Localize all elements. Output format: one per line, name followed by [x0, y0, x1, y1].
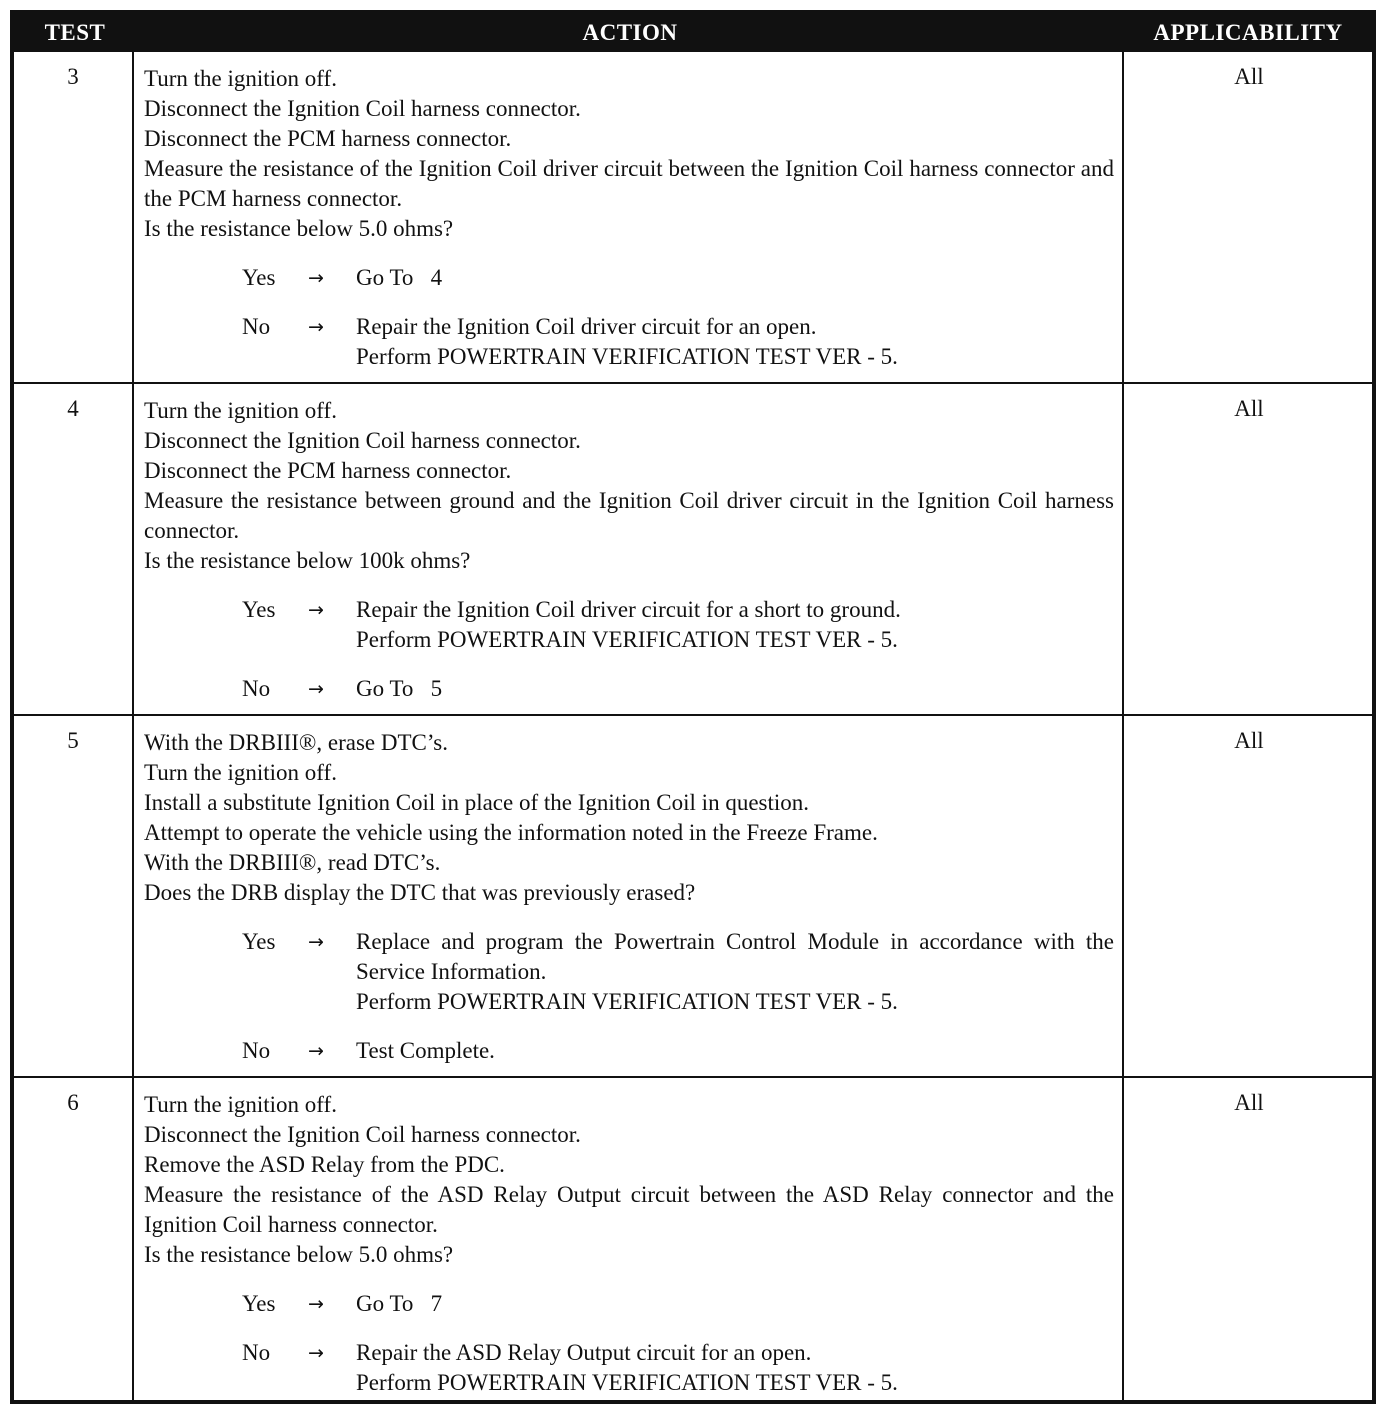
test-applicability: All	[1234, 396, 1264, 421]
result-line: Repair the Ignition Coil driver circuit for an open.	[356, 314, 817, 339]
answer-label: Yes	[242, 597, 276, 622]
test-row-6	[14, 1076, 1372, 1400]
answer-list	[144, 927, 1114, 1066]
answer-yes	[144, 595, 1114, 655]
step-list	[144, 728, 1114, 908]
test-action	[136, 384, 1124, 714]
step: Is the resistance below 5.0 ohms?	[144, 216, 454, 241]
step: Turn the ignition off.	[144, 66, 337, 91]
arrow-right-icon: →	[308, 1293, 324, 1315]
answer-label: Yes	[242, 1291, 276, 1316]
answer-label: Yes	[242, 929, 276, 954]
result-line: Go To 5	[356, 676, 443, 701]
result-line: Replace and program the Powertrain Control Module in accordance with the Service Information.	[356, 929, 1114, 984]
test-number: 5	[14, 716, 134, 1076]
answer-yes	[144, 263, 1114, 293]
answer-no	[144, 312, 1114, 372]
step: Does the DRB display the DTC that was previously erased?	[144, 880, 696, 905]
answer-yes	[144, 1289, 1114, 1319]
step: Is the resistance below 100k ohms?	[144, 548, 471, 573]
answer-label: No	[242, 1038, 271, 1063]
header-action: ACTION	[582, 20, 678, 45]
result-line: Repair the Ignition Coil driver circuit for a short to ground.	[356, 597, 901, 622]
arrow-right-icon: →	[308, 316, 324, 338]
step: Disconnect the PCM harness connector.	[144, 126, 512, 151]
step: With the DRBIII®, read DTC’s.	[144, 850, 441, 875]
step: Measure the resistance between ground and the Ignition Coil driver circuit in the Ignition Coil harness connector.	[144, 488, 1114, 543]
step: Turn the ignition off.	[144, 1092, 337, 1117]
test-row-5	[14, 714, 1372, 1076]
test-applicability: All	[1234, 1090, 1264, 1115]
arrow-right-icon: →	[308, 1040, 324, 1062]
test-number: 6	[14, 1078, 134, 1400]
answer-no	[144, 1036, 1114, 1066]
step: Measure the resistance of the Ignition Coil driver circuit between the Ignition Coil harness connector and the PCM harness connector.	[144, 156, 1114, 211]
test-row-4	[14, 382, 1372, 714]
test-action	[136, 716, 1124, 1076]
answer-label: No	[242, 676, 271, 701]
test-number: 4	[14, 384, 134, 714]
answer-result	[356, 1036, 1114, 1066]
answer-label: No	[242, 1340, 271, 1365]
answer-list	[144, 595, 1114, 704]
answer-no	[144, 674, 1114, 704]
step: Turn the ignition off.	[144, 398, 337, 423]
result-line: Test Complete.	[356, 1038, 495, 1063]
step-list	[144, 1090, 1114, 1270]
answer-label: Yes	[242, 265, 276, 290]
result-line: Perform POWERTRAIN VERIFICATION TEST VER - 5.	[356, 627, 898, 652]
arrow-right-icon: →	[308, 931, 324, 953]
step: Disconnect the Ignition Coil harness connector.	[144, 96, 581, 121]
step: Install a substitute Ignition Coil in place of the Ignition Coil in question.	[144, 790, 810, 815]
answer-no	[144, 1338, 1114, 1398]
answer-result	[356, 1338, 1114, 1398]
diagnostic-test-table	[10, 10, 1376, 1404]
answer-result	[356, 927, 1114, 1017]
result-line: Perform POWERTRAIN VERIFICATION TEST VER - 5.	[356, 1370, 898, 1395]
step-list	[144, 64, 1114, 244]
step: Is the resistance below 5.0 ohms?	[144, 1242, 454, 1267]
result-line: Perform POWERTRAIN VERIFICATION TEST VER - 5.	[356, 344, 898, 369]
arrow-right-icon: →	[308, 1342, 324, 1364]
answer-result	[356, 595, 1114, 655]
step: Disconnect the Ignition Coil harness connector.	[144, 428, 581, 453]
step: Turn the ignition off.	[144, 760, 337, 785]
test-row-3	[14, 52, 1372, 382]
answer-result	[356, 312, 1114, 372]
step-list	[144, 396, 1114, 576]
answer-result	[356, 263, 1114, 293]
header-applicability: APPLICABILITY	[1153, 20, 1343, 45]
answer-list	[144, 263, 1114, 372]
answer-yes	[144, 927, 1114, 1017]
step: Measure the resistance of the ASD Relay Output circuit between the ASD Relay connector and the Ignition Coil harness connector.	[144, 1182, 1114, 1237]
result-line: Go To 7	[356, 1291, 443, 1316]
test-action	[136, 52, 1124, 382]
answer-result	[356, 674, 1114, 704]
arrow-right-icon: →	[308, 678, 324, 700]
table-header	[14, 14, 1372, 52]
arrow-right-icon: →	[308, 599, 324, 621]
test-number: 3	[14, 52, 134, 382]
result-line: Repair the ASD Relay Output circuit for an open.	[356, 1340, 812, 1365]
test-applicability: All	[1234, 64, 1264, 89]
step: Attempt to operate the vehicle using the information noted in the Freeze Frame.	[144, 820, 878, 845]
test-action	[136, 1078, 1124, 1400]
result-line: Perform POWERTRAIN VERIFICATION TEST VER - 5.	[356, 989, 898, 1014]
result-line: Go To 4	[356, 265, 443, 290]
step: With the DRBIII®, erase DTC’s.	[144, 730, 448, 755]
step: Disconnect the PCM harness connector.	[144, 458, 512, 483]
step: Remove the ASD Relay from the PDC.	[144, 1152, 505, 1177]
header-test: TEST	[44, 20, 106, 45]
test-applicability: All	[1234, 728, 1264, 753]
arrow-right-icon: →	[308, 267, 324, 289]
answer-label: No	[242, 314, 271, 339]
answer-list	[144, 1289, 1114, 1398]
answer-result	[356, 1289, 1114, 1319]
step: Disconnect the Ignition Coil harness connector.	[144, 1122, 581, 1147]
